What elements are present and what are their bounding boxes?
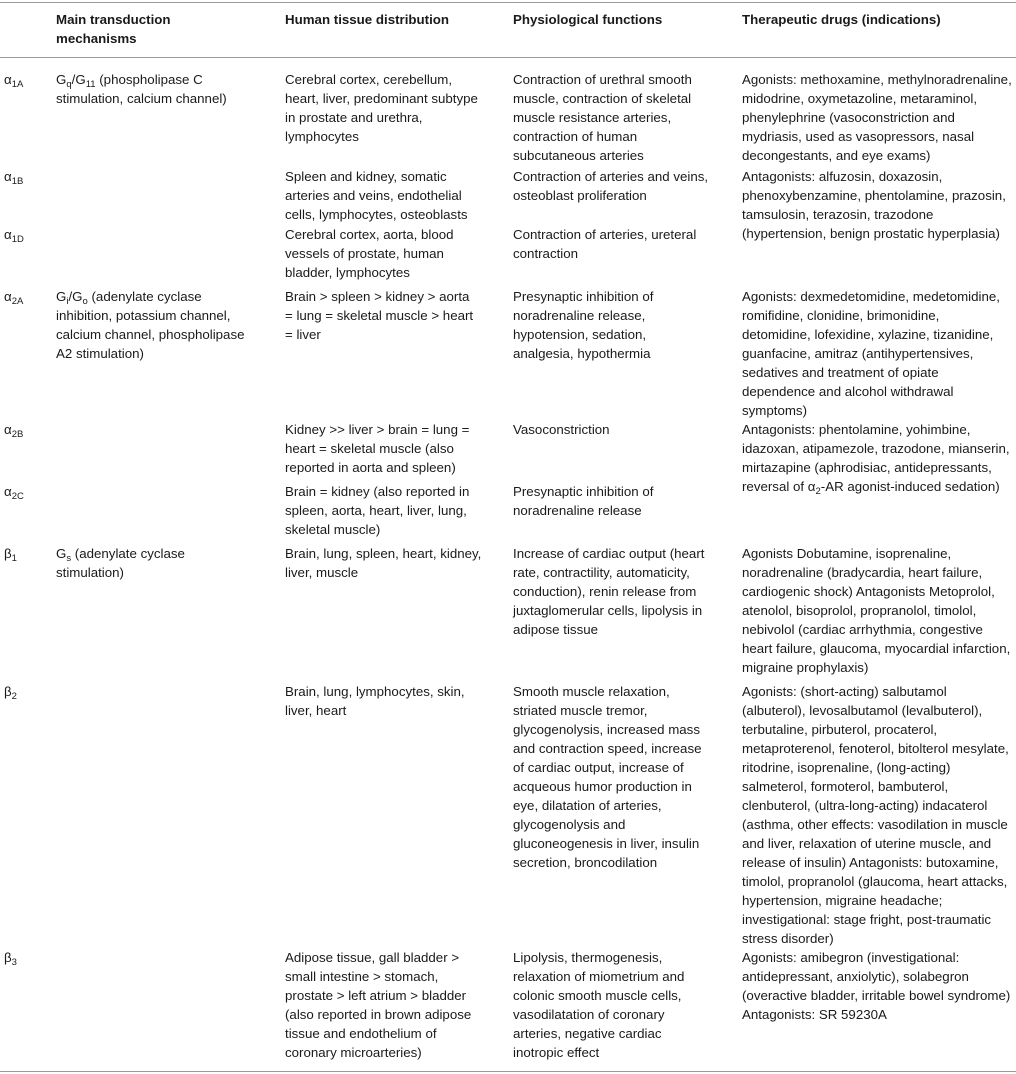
drugs-cell: Antagonists: alfuzosin, doxazosin, phenoxybenzamine, phentolamine, prazosin, tamsulosin, terazosin, trazodone (hypertension, benign prostatic hyperplasia) xyxy=(742,169,1006,241)
function-cell: Vasoconstriction xyxy=(513,422,610,437)
tissue-cell: Cerebral cortex, cerebellum, heart, liver, predominant subtype in prostate and urethra, lymphocytes xyxy=(285,72,478,144)
function-cell: Contraction of arteries, ureteral contraction xyxy=(513,227,697,261)
receptor-cell: $\alpha_{1B}$ xyxy=(4,169,24,187)
column-header-mechanisms: Main transduction mechanisms xyxy=(56,12,171,46)
tissue-cell: Brain > spleen > kidney > aorta = lung = skeletal muscle > heart = liver xyxy=(285,289,474,342)
top-border xyxy=(0,2,1016,3)
function-cell: Contraction of arteries and veins, osteoblast proliferation xyxy=(513,169,709,203)
column-header-functions: Physiological functions xyxy=(513,12,663,27)
tissue-cell: Brain = kidney (also reported in spleen, aorta, heart, liver, lung, skeletal muscle) xyxy=(285,484,470,537)
drugs-cell: Agonists Dobutamine, isoprenaline, noradrenaline (bradycardia, heart failure, cardiogenic shock) Antagonists Metoprolol, atenolol, bisoprolol, propranolol, timolol, nebivolol (cardiac arrhythmia, congestive heart failure, glaucoma, myocardial infarction, migraine prophylaxis) xyxy=(742,546,1011,675)
drugs-cell: Agonists: dexmedetomidine, medetomidine, romifidine, clonidine, brimonidine, detomidine, lofexidine, xylazine, tizanidine, guanfacine, amitraz (antihypertensives, sedatives and treatment of opiate dependence and alcohol withdrawal symptoms) xyxy=(742,289,1000,418)
tissue-cell: Spleen and kidney, somatic arteries and veins, endothelial cells, lymphocytes, osteoblasts xyxy=(285,169,468,222)
column-header-drugs: Therapeutic drugs (indications) xyxy=(742,12,941,27)
drugs-cell: Agonists: (short-acting) salbutamol (albuterol), levosalbutamol (levalbuterol), terbutaline, pirbuterol, procaterol, metaproterenol, fenoterol, bitolterol mesylate, ritodrine, isoprenaline, (long-acting) salmeterol, formoterol, bambuterol, clenbuterol, (ultra-long-acting) indacaterol (asthma, other effects: vasodilation in muscle and liver, relaxation of uterine muscle, and release of insulin) Antagonists: butoxamine, timolol, propranolol (glaucoma, heart attacks, hypertension, migraine headache; investigational: stage fright, post-traumatic stress disorder) xyxy=(742,684,1009,946)
mechanism-cell: $G_s$ (adenylate cyclase stimulation) xyxy=(56,546,185,580)
receptor-cell: $\alpha_{2B}$ xyxy=(4,422,24,440)
drugs-cell: Agonists: amibegron (investigational: antidepressant, anxiolytic), solabegron (overactive bladder, irritable bowel syndrome) Antagonists: SR 59230A xyxy=(742,950,1011,1022)
function-cell: Contraction of urethral smooth muscle, contraction of skeletal muscle resistance arteries, contraction of human subcutaneous arteries xyxy=(513,72,692,163)
receptor-cell: $\alpha_{2A}$ xyxy=(4,289,24,307)
function-cell: Presynaptic inhibition of noradrenaline release, hypotension, sedation, analgesia, hypothermia xyxy=(513,289,654,361)
drugs-cell: Antagonists: phentolamine, yohimbine, idazoxan, atipamezole, trazodone, mianserin, mirtazapine (aphrodisiac, antidepressants, reversal of $\alpha_2-AR$ agonist-induced sedation) xyxy=(742,422,1010,497)
tissue-cell: Kidney >> liver > brain = lung = heart = skeletal muscle (also reported in aorta and spleen) xyxy=(285,422,470,475)
bottom-border xyxy=(0,1071,1016,1072)
receptor-cell: $\alpha_{2C}$ xyxy=(4,484,24,502)
header-rule xyxy=(0,57,1016,58)
tissue-cell: Brain, lung, lymphocytes, skin, liver, heart xyxy=(285,684,465,718)
receptor-cell: $\beta_3$ xyxy=(4,950,17,968)
tissue-cell: Brain, lung, spleen, heart, kidney, liver, muscle xyxy=(285,546,482,580)
drugs-cell: Agonists: methoxamine, methylnoradrenaline, midodrine, oxymetazoline, metaraminol, phenylephrine (vasoconstriction and mydriasis, used as vasopressors, nasal decongestants, and eye exams) xyxy=(742,72,1012,163)
receptor-cell: $\beta_2$ xyxy=(4,684,17,702)
function-cell: Increase of cardiac output (heart rate, contractility, automaticity, conduction), renin release from juxtaglomerular cells, lipolysis in adipose tissue xyxy=(513,546,705,637)
tissue-cell: Cerebral cortex, aorta, blood vessels of prostate, human bladder, lymphocytes xyxy=(285,227,454,280)
function-cell: Lipolysis, thermogenesis, relaxation of miometrium and colonic smooth muscle cells, vasodilatation of coronary arteries, negative cardiac inotropic effect xyxy=(513,950,685,1060)
receptor-cell: $\alpha_{1D}$ xyxy=(4,227,24,245)
mechanism-cell: $G_i/G_o$ (adenylate cyclase inhibition, potassium channel, calcium channel, phospholipase A2 stimulation) xyxy=(56,289,245,361)
receptor-cell: $\alpha_{1A}$ xyxy=(4,72,24,90)
receptor-cell: $\beta_1$ xyxy=(4,546,17,564)
column-header-tissue: Human tissue distribution xyxy=(285,12,450,27)
function-cell: Presynaptic inhibition of noradrenaline release xyxy=(513,484,654,518)
tissue-cell: Adipose tissue, gall bladder > small intestine > stomach, prostate > left atrium > bladder (also reported in brown adipose tissue and endothelium of coronary microarteries) xyxy=(285,950,472,1060)
function-cell: Smooth muscle relaxation, striated muscle tremor, glycogenolysis, increased mass and contraction speed, increase of cardiac output, increase of acqueous humor production in eye, dilatation of arteries, glycogenolysis and gluconeogenesis in liver, insulin secretion, broncodilation xyxy=(513,684,702,870)
mechanism-cell: $G_q/G_{11}$ (phospholipase C stimulation, calcium channel) xyxy=(56,72,227,106)
